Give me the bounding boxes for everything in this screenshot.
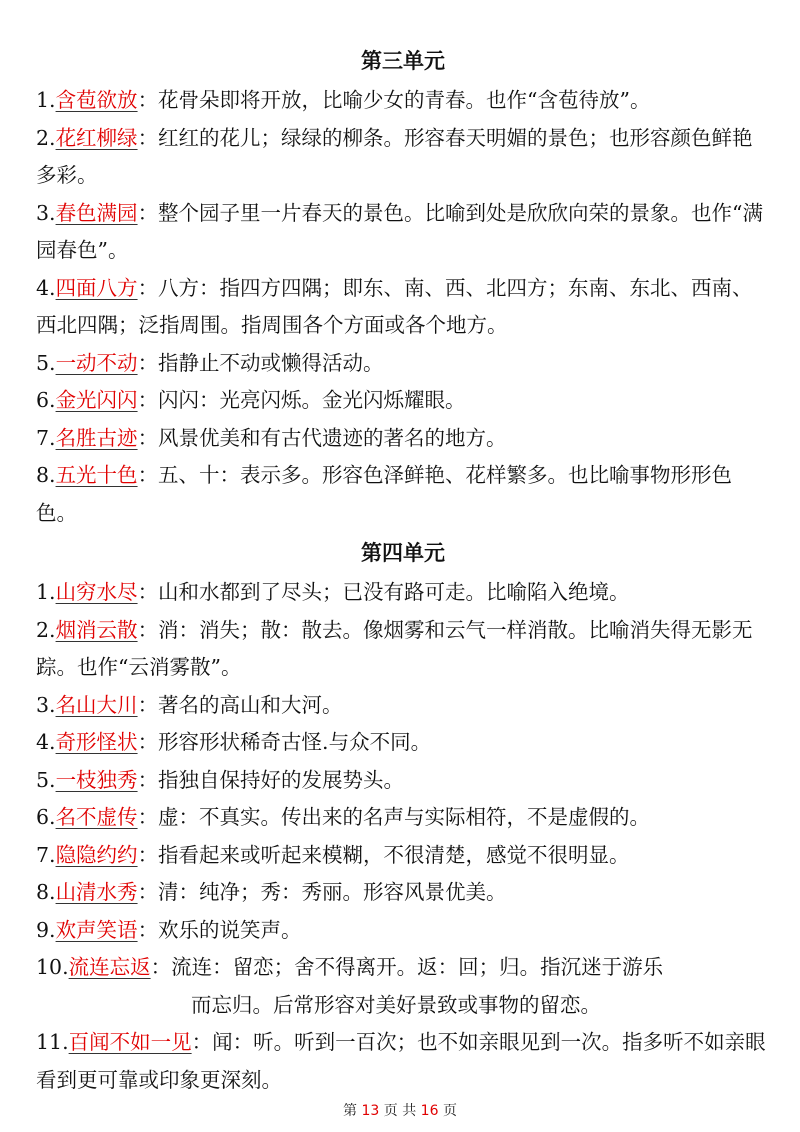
unit-section bbox=[36, 532, 770, 1099]
idiom-term: 一动不动 bbox=[55, 350, 138, 375]
idiom-term: 名胜古迹 bbox=[55, 425, 138, 450]
idiom-definition: ：虚：不真实。传出来的名声与实际相符，不是虚假的。 bbox=[137, 805, 651, 829]
idiom-term: 名不虚传 bbox=[55, 805, 138, 829]
idiom-definition: ：指独自保持好的发展势头。 bbox=[137, 767, 405, 792]
idiom-entry bbox=[36, 762, 770, 800]
entry-number: 2. bbox=[36, 617, 56, 642]
idiom-definition: ：欢乐的说笑声。 bbox=[137, 917, 302, 942]
entry-number: 11. bbox=[36, 1030, 69, 1054]
idiom-term: 金光闪闪 bbox=[55, 388, 138, 412]
idiom-entry bbox=[36, 420, 770, 458]
footer-suffix: 页 bbox=[442, 1103, 457, 1119]
idiom-definition: ：整个园子里一片春天的景色。比喻到处是欣欣向荣的景象。也作“满园春色”。 bbox=[36, 200, 764, 262]
idiom-definition: ：闻：听。听到一百次；也不如亲眼见到一次。指多听不如亲眼看到更可靠或印象更深刻。 bbox=[36, 1030, 766, 1092]
unit-section bbox=[36, 40, 770, 532]
entry-number: 6. bbox=[36, 805, 56, 829]
idiom-term: 山穷水尽 bbox=[55, 580, 138, 604]
page-footer bbox=[0, 1100, 800, 1120]
entry-number: 8. bbox=[36, 463, 56, 487]
idiom-definition-continued: 而忘归。后常形容对美好景致或事物的留恋。 bbox=[191, 992, 601, 1017]
total-page-number: 16 bbox=[420, 1103, 439, 1119]
entry-number: 4. bbox=[36, 730, 56, 754]
idiom-entry bbox=[36, 724, 770, 762]
idiom-entry bbox=[36, 799, 770, 837]
idiom-definition: ：五、十：表示多。形容色泽鲜艳、花样繁多。也比喻事物形形色色。 bbox=[36, 463, 733, 525]
entry-number: 8. bbox=[36, 880, 56, 904]
idiom-entry bbox=[36, 1024, 770, 1099]
idiom-term: 四面八方 bbox=[55, 275, 138, 300]
idiom-definition: ：红红的花儿；绿绿的柳条。形容春天明媚的景色；也形容颜色鲜艳多彩。 bbox=[36, 125, 753, 187]
idiom-term: 一枝独秀 bbox=[55, 767, 138, 792]
entry-number: 2. bbox=[36, 125, 56, 150]
idiom-term: 名山大川 bbox=[55, 692, 138, 717]
idiom-entry bbox=[36, 687, 770, 725]
idiom-term: 奇形怪状 bbox=[55, 730, 138, 754]
idiom-entry bbox=[36, 874, 770, 912]
entry-number: 7. bbox=[36, 425, 56, 450]
idiom-entry bbox=[36, 574, 770, 612]
idiom-definition: ：八方：指四方四隅；即东、南、西、北四方；东南、东北、西南、西北四隅；泛指周围。指周围各个方面或各个地方。 bbox=[36, 275, 753, 337]
idiom-entry bbox=[36, 270, 770, 345]
section-title: 第四单元 bbox=[361, 540, 445, 565]
entry-number: 7. bbox=[36, 842, 56, 867]
idiom-definition: ：指静止不动或懒得活动。 bbox=[137, 350, 384, 375]
idiom-definition: ：消：消失；散：散去。像烟雾和云气一样消散。比喻消失得无影无踪。也作“云消雾散”。 bbox=[36, 617, 753, 679]
idiom-definition: ：风景优美和有古代遗迹的著名的地方。 bbox=[137, 425, 507, 450]
entry-number: 5. bbox=[36, 350, 56, 375]
idiom-entry bbox=[36, 120, 770, 195]
idiom-term: 含苞欲放 bbox=[55, 88, 138, 112]
entry-number: 1. bbox=[36, 580, 56, 604]
idiom-term: 山清水秀 bbox=[55, 880, 138, 904]
idiom-definition: ：流连：留恋；舍不得离开。返：回；归。指沉迷于游乐 bbox=[150, 955, 664, 979]
idiom-entry bbox=[36, 912, 770, 950]
entry-number: 9. bbox=[36, 917, 56, 942]
idiom-definition: ：清：纯净；秀：秀丽。形容风景优美。 bbox=[137, 880, 507, 904]
idiom-definition: ：指看起来或听起来模糊，不很清楚，感觉不很明显。 bbox=[137, 842, 630, 867]
idiom-term: 欢声笑语 bbox=[55, 917, 138, 942]
idiom-definition: ：花骨朵即将开放，比喻少女的青春。也作“含苞待放”。 bbox=[137, 88, 651, 112]
idiom-entry bbox=[36, 612, 770, 687]
idiom-entry bbox=[36, 195, 770, 270]
idiom-term: 流连忘返 bbox=[68, 955, 151, 979]
section-title: 第三单元 bbox=[361, 48, 445, 73]
idiom-entry bbox=[36, 82, 770, 120]
idiom-entry bbox=[36, 949, 770, 1024]
entry-number: 3. bbox=[36, 200, 56, 225]
entry-number: 5. bbox=[36, 767, 56, 792]
idiom-definition: ：山和水都到了尽头；已没有路可走。比喻陷入绝境。 bbox=[137, 580, 630, 604]
entry-number: 3. bbox=[36, 692, 56, 717]
idiom-entry bbox=[36, 382, 770, 420]
idiom-term: 百闻不如一见 bbox=[68, 1030, 192, 1054]
entry-number: 10. bbox=[36, 955, 69, 979]
idiom-definition: ：著名的高山和大河。 bbox=[137, 692, 343, 717]
entry-number: 1. bbox=[36, 88, 56, 112]
idiom-term: 隐隐约约 bbox=[55, 842, 138, 867]
idiom-definition: ：形容形状稀奇古怪.与众不同。 bbox=[137, 730, 432, 754]
idiom-term: 花红柳绿 bbox=[55, 125, 138, 150]
idiom-term: 春色满园 bbox=[55, 200, 138, 225]
idiom-entry bbox=[36, 837, 770, 875]
idiom-term: 五光十色 bbox=[55, 463, 138, 487]
footer-middle: 页 共 bbox=[383, 1103, 417, 1119]
current-page-number: 13 bbox=[361, 1103, 380, 1119]
idiom-term: 烟消云散 bbox=[55, 617, 138, 642]
idiom-entry bbox=[36, 345, 770, 383]
entry-number: 4. bbox=[36, 275, 56, 300]
entry-number: 6. bbox=[36, 388, 56, 412]
footer-prefix: 第 bbox=[343, 1103, 358, 1119]
idiom-entry bbox=[36, 457, 770, 532]
idiom-definition: ：闪闪：光亮闪烁。金光闪烁耀眼。 bbox=[137, 388, 466, 412]
